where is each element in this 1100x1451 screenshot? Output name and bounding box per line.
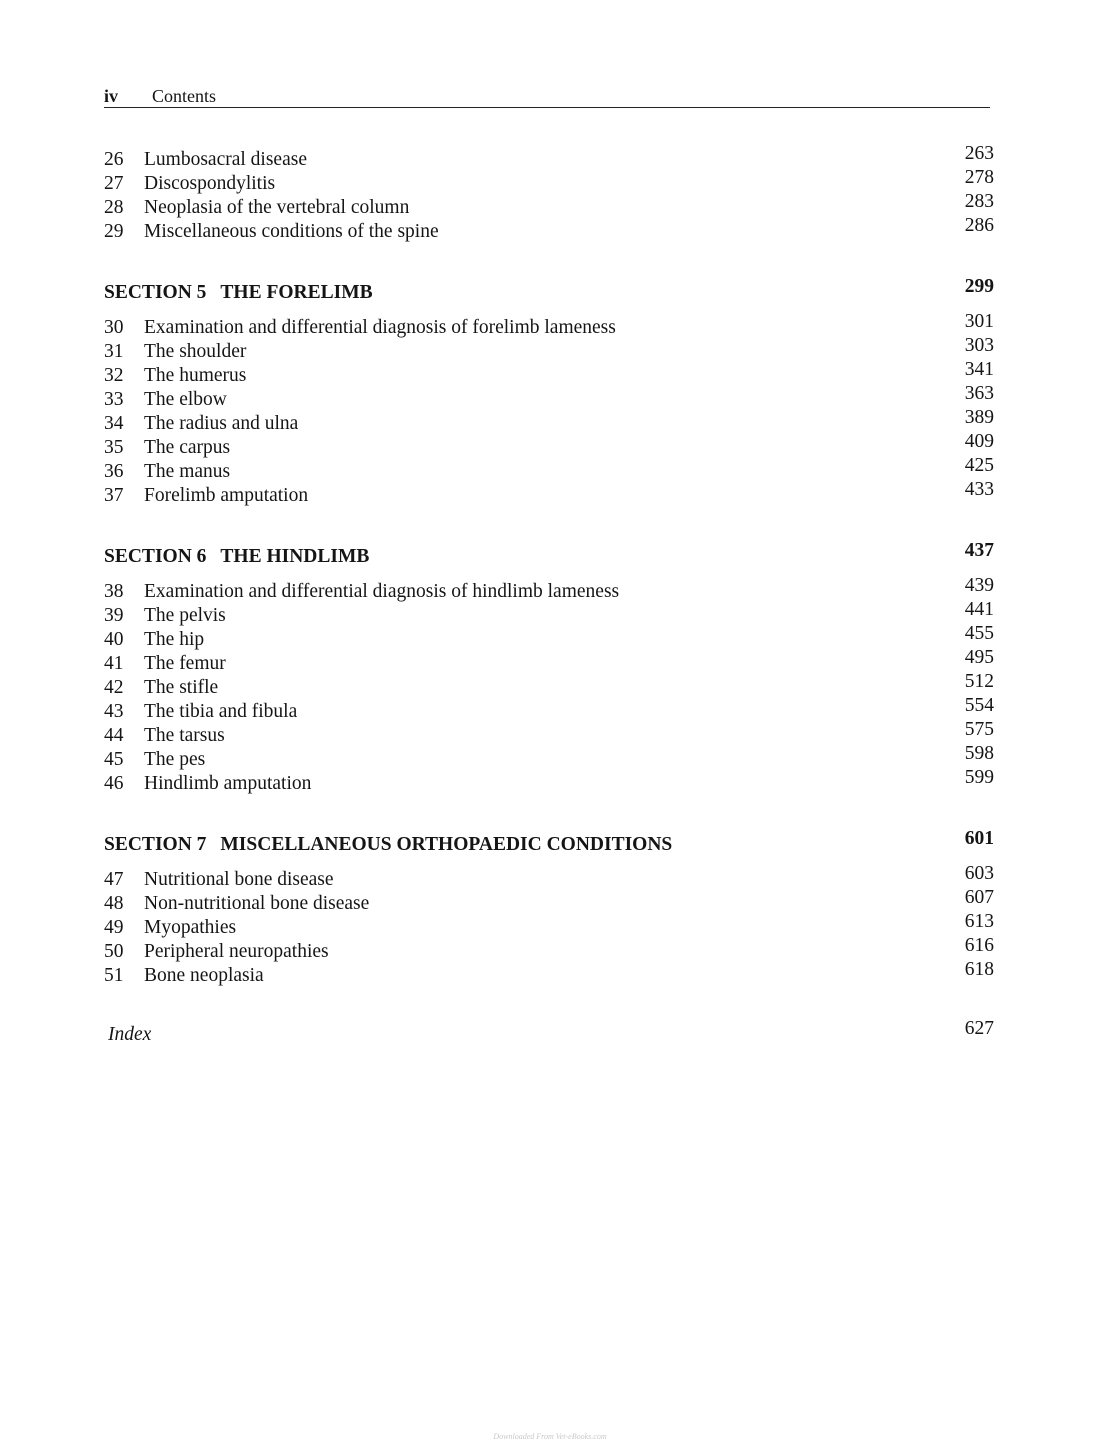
chapter-page-number: 613 xyxy=(964,911,994,932)
chapter-number: 44 xyxy=(104,725,124,746)
chapter-number: 49 xyxy=(104,917,124,938)
chapter-page-number: 616 xyxy=(964,935,994,956)
chapter-title: Hindlimb amputation xyxy=(144,773,312,794)
chapter-number: 33 xyxy=(104,389,124,410)
toc-entry[interactable] xyxy=(104,863,994,890)
chapter-title: The elbow xyxy=(144,389,227,410)
chapter-number: 26 xyxy=(104,149,124,170)
chapter-page-number: 263 xyxy=(964,143,994,164)
section-title: THE HINDLIMB xyxy=(220,546,370,567)
chapter-number: 38 xyxy=(104,581,124,602)
toc-entry[interactable] xyxy=(104,383,994,410)
chapter-title: Peripheral neuropathies xyxy=(144,941,329,962)
chapter-page-number: 286 xyxy=(964,215,994,236)
chapter-number: 39 xyxy=(104,605,124,626)
chapter-number: 47 xyxy=(104,869,124,890)
chapter-page-number: 607 xyxy=(964,887,994,908)
toc-entry[interactable] xyxy=(104,407,994,434)
chapter-title: The pes xyxy=(144,749,206,770)
chapter-number: 28 xyxy=(104,197,124,218)
chapter-number: 46 xyxy=(104,773,124,794)
chapter-page-number: 389 xyxy=(964,407,994,428)
section-number: SECTION 5 xyxy=(104,282,207,303)
chapter-title: The radius and ulna xyxy=(144,413,299,434)
toc-entry[interactable] xyxy=(104,431,994,458)
section-title: MISCELLANEOUS ORTHOPAEDIC CONDITIONS xyxy=(220,834,673,855)
chapter-number: 42 xyxy=(104,677,124,698)
chapter-page-number: 283 xyxy=(964,191,994,212)
chapter-number: 43 xyxy=(104,701,124,722)
chapter-page-number: 303 xyxy=(964,335,994,356)
chapter-page-number: 598 xyxy=(964,743,994,764)
toc-entry[interactable] xyxy=(104,359,994,386)
running-title: Contents xyxy=(152,86,217,106)
section-label xyxy=(104,282,373,304)
section-page-number: 601 xyxy=(964,828,994,849)
section-label xyxy=(104,546,369,568)
chapter-page-number: 425 xyxy=(964,455,994,476)
toc-entry[interactable] xyxy=(104,743,994,770)
chapter-number: 51 xyxy=(104,965,124,986)
toc-entry[interactable] xyxy=(104,335,994,362)
chapter-title: Miscellaneous conditions of the spine xyxy=(144,221,439,242)
section-heading xyxy=(104,530,994,578)
chapter-title: Myopathies xyxy=(144,917,237,938)
chapter-title: The hip xyxy=(144,629,205,650)
chapter-title: Discospondylitis xyxy=(144,173,276,194)
chapter-page-number: 512 xyxy=(964,671,994,692)
chapter-title: The humerus xyxy=(144,365,247,386)
section-number: SECTION 7 xyxy=(104,834,207,855)
chapter-number: 32 xyxy=(104,365,124,386)
toc-entry[interactable] xyxy=(104,719,994,746)
toc-entry[interactable] xyxy=(104,935,994,962)
chapter-title: The carpus xyxy=(144,437,231,458)
header-rule xyxy=(104,107,990,108)
chapter-page-number: 495 xyxy=(964,647,994,668)
chapter-number: 37 xyxy=(104,485,124,506)
running-header xyxy=(104,86,990,108)
chapter-title: The pelvis xyxy=(144,605,226,626)
chapter-number: 27 xyxy=(104,173,124,194)
chapter-number: 40 xyxy=(104,629,124,650)
toc-entry[interactable] xyxy=(104,479,994,506)
toc-entry[interactable] xyxy=(104,767,994,794)
page-folio: iv xyxy=(104,86,119,106)
toc-entry[interactable] xyxy=(104,455,994,482)
toc-entry[interactable] xyxy=(104,215,994,242)
chapter-title: The manus xyxy=(144,461,231,482)
chapter-page-number: 363 xyxy=(964,383,994,404)
toc-block xyxy=(104,266,994,506)
toc-entry[interactable] xyxy=(104,671,994,698)
chapter-title: The stifle xyxy=(144,677,219,698)
toc-entry[interactable] xyxy=(104,911,994,938)
chapter-page-number: 599 xyxy=(964,767,994,788)
section-number: SECTION 6 xyxy=(104,546,207,567)
chapter-title: Non-nutritional bone disease xyxy=(144,893,370,914)
chapter-page-number: 554 xyxy=(964,695,994,716)
toc-block xyxy=(104,818,994,986)
chapter-page-number: 441 xyxy=(964,599,994,620)
chapter-title: Neoplasia of the vertebral column xyxy=(144,197,410,218)
chapter-page-number: 618 xyxy=(964,959,994,980)
chapter-number: 36 xyxy=(104,461,124,482)
chapter-page-number: 455 xyxy=(964,623,994,644)
chapter-number: 48 xyxy=(104,893,124,914)
chapter-title: Lumbosacral disease xyxy=(144,149,307,170)
toc-entry[interactable] xyxy=(104,887,994,914)
toc-entry[interactable] xyxy=(104,647,994,674)
section-heading xyxy=(104,266,994,314)
chapter-title: The femur xyxy=(144,653,226,674)
toc-entry[interactable] xyxy=(104,167,994,194)
chapter-title: Nutritional bone disease xyxy=(144,869,334,890)
section-title: THE FORELIMB xyxy=(220,282,373,303)
chapter-number: 31 xyxy=(104,341,124,362)
toc-entry[interactable] xyxy=(104,311,994,338)
chapter-title: The tibia and fibula xyxy=(144,701,298,722)
chapter-number: 41 xyxy=(104,653,124,674)
chapter-page-number: 278 xyxy=(964,167,994,188)
chapter-number: 29 xyxy=(104,221,124,242)
chapter-title: Forelimb amputation xyxy=(144,485,309,506)
chapter-title: Bone neoplasia xyxy=(144,965,264,986)
chapter-page-number: 603 xyxy=(964,863,994,884)
chapter-page-number: 433 xyxy=(964,479,994,500)
chapter-number: 50 xyxy=(104,941,124,962)
section-page-number: 437 xyxy=(964,540,994,561)
section-heading xyxy=(104,818,994,866)
chapter-title: The shoulder xyxy=(144,341,247,362)
toc-block xyxy=(104,143,994,242)
toc-block xyxy=(104,530,994,794)
toc-entry[interactable] xyxy=(104,143,994,170)
chapter-page-number: 341 xyxy=(964,359,994,380)
chapter-page-number: 409 xyxy=(964,431,994,452)
download-watermark: Downloaded From Vet-eBooks.com xyxy=(493,1432,607,1441)
index-page-number: 627 xyxy=(964,1018,994,1039)
table-of-contents xyxy=(104,143,994,1045)
toc-entry[interactable] xyxy=(104,599,994,626)
toc-entry[interactable] xyxy=(104,191,994,218)
toc-entry[interactable] xyxy=(104,623,994,650)
section-page-number: 299 xyxy=(964,276,994,297)
chapter-page-number: 439 xyxy=(964,575,994,596)
chapter-number: 30 xyxy=(104,317,124,338)
chapter-number: 34 xyxy=(104,413,124,434)
chapter-title: Examination and differential diagnosis of hindlimb lameness xyxy=(144,581,620,602)
chapter-page-number: 575 xyxy=(964,719,994,740)
section-label xyxy=(104,834,672,856)
index-title: Index xyxy=(108,1024,152,1045)
toc-entry[interactable] xyxy=(104,575,994,602)
toc-entry[interactable] xyxy=(104,695,994,722)
index-entry[interactable] xyxy=(104,1010,994,1045)
chapter-title: The tarsus xyxy=(144,725,225,746)
chapter-page-number: 301 xyxy=(964,311,994,332)
chapter-number: 35 xyxy=(104,437,124,458)
toc-entry[interactable] xyxy=(104,959,994,986)
chapter-title: Examination and differential diagnosis of forelimb lameness xyxy=(144,317,616,338)
chapter-number: 45 xyxy=(104,749,124,770)
